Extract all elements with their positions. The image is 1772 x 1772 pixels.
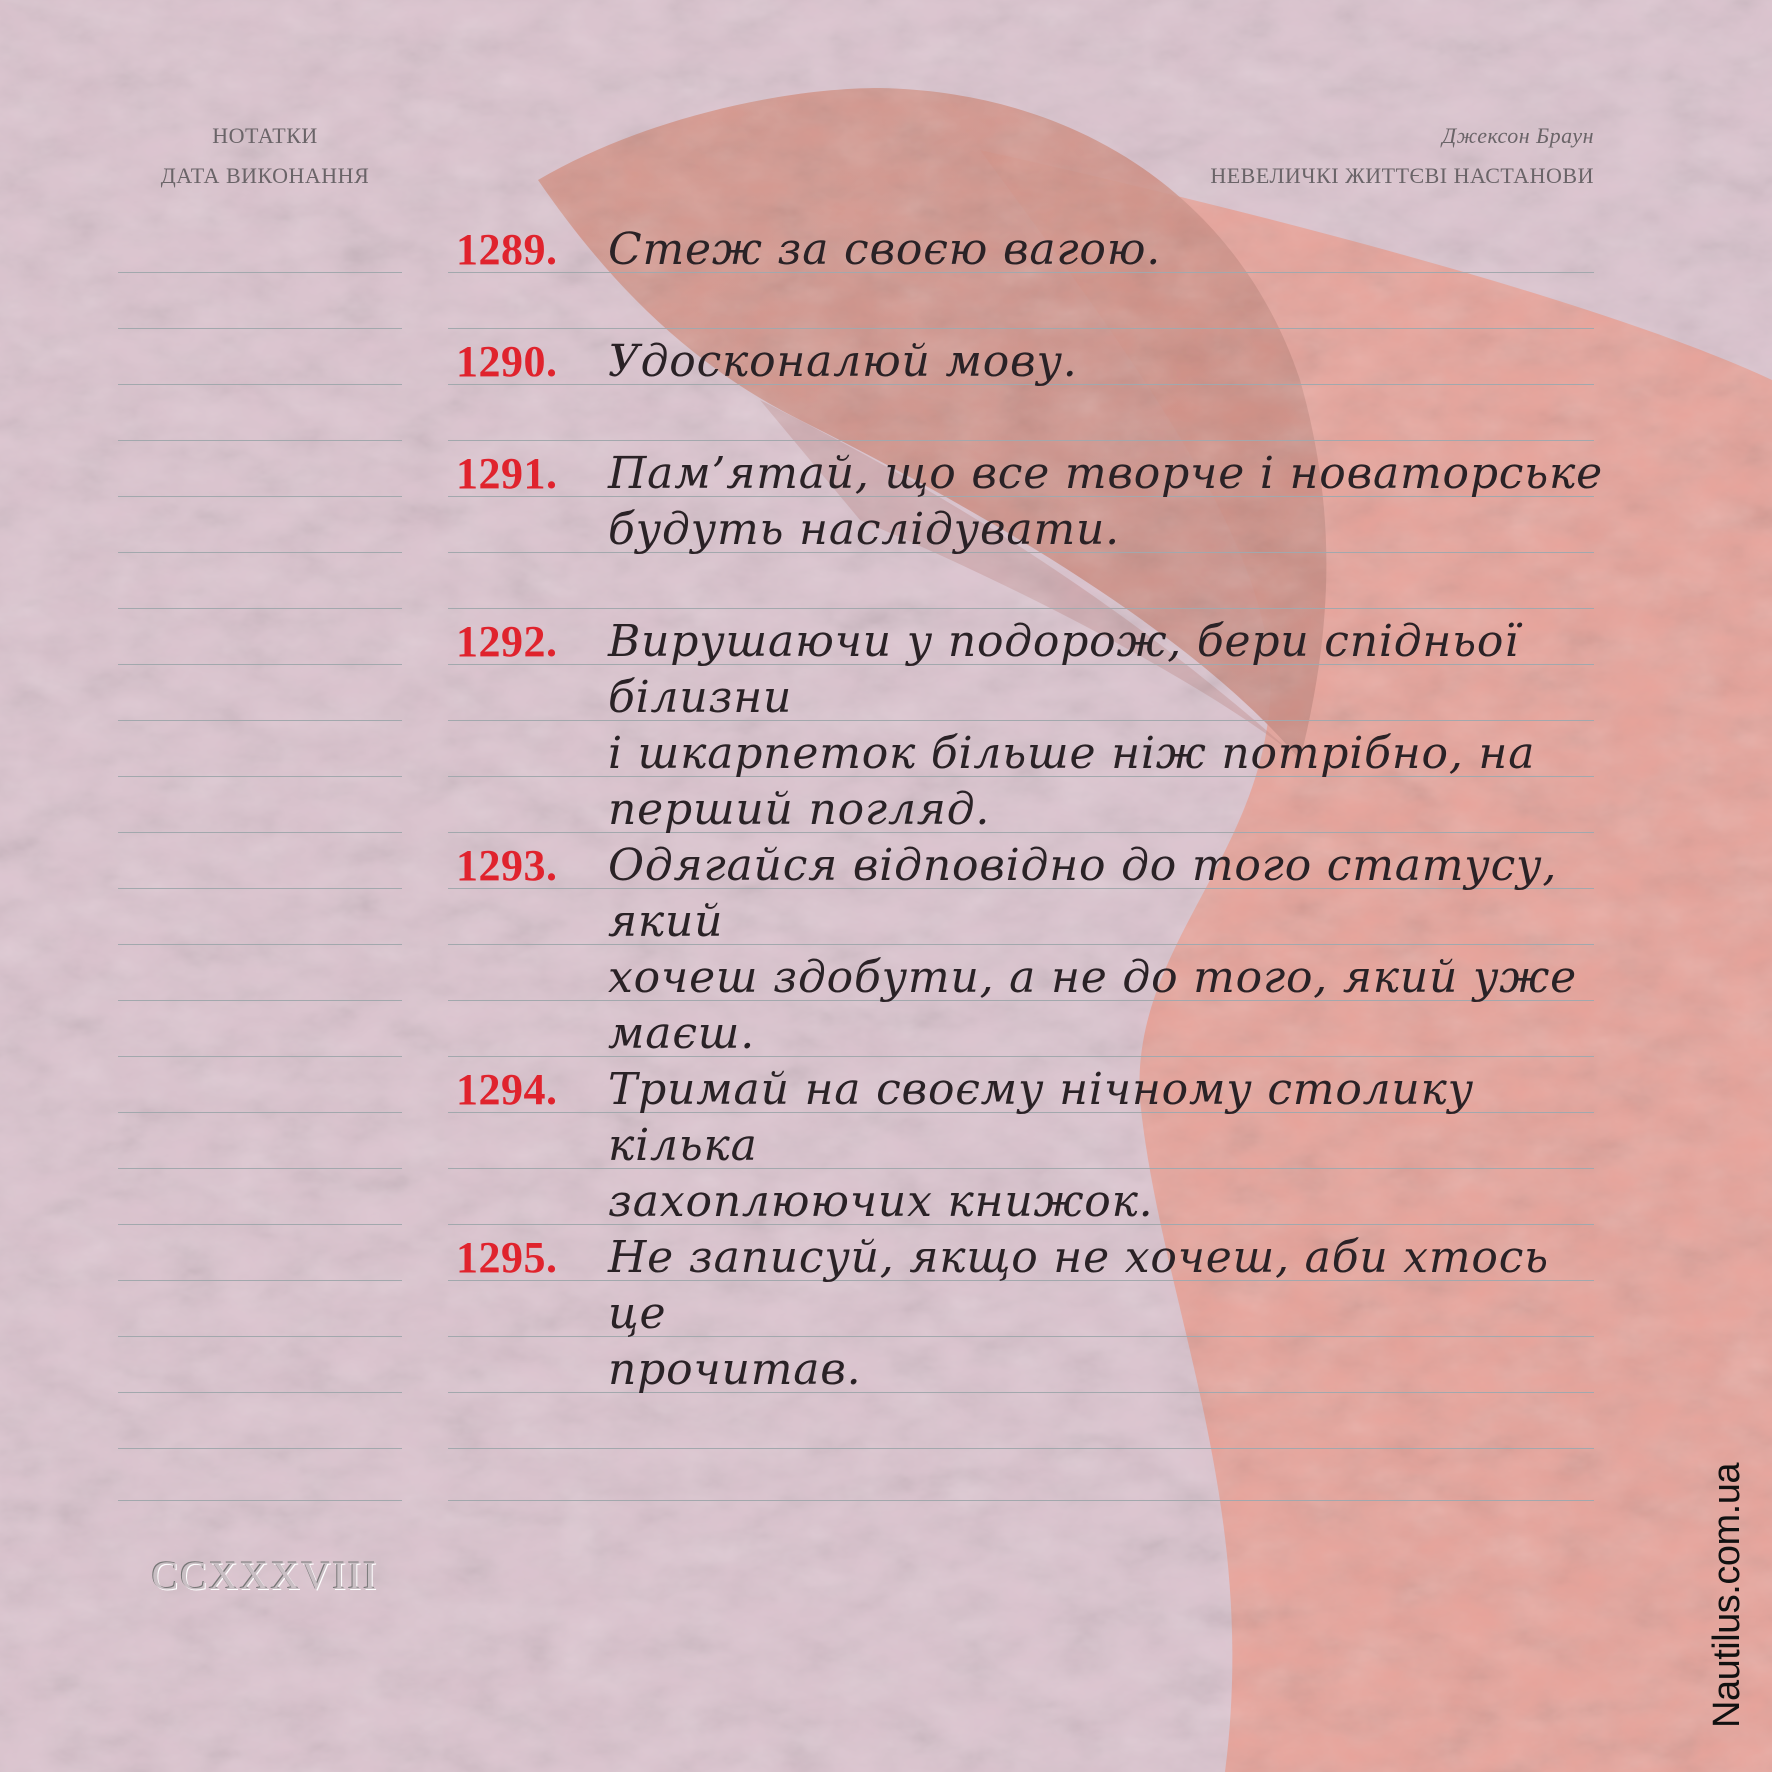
entry-text [608,446,1608,558]
entry-number: 1292. [456,617,558,666]
notes-label: НОТАТКИ [212,123,318,148]
entry-text [608,838,1608,1062]
entry-number: 1291. [456,449,558,498]
notes-header [120,116,410,196]
text-rule [448,328,1594,329]
author-name: Джексон Браун [1442,123,1594,148]
page-number: CCXXXVIII [151,1553,379,1598]
text-rule [448,1500,1594,1501]
notes-rule [118,1112,402,1113]
notes-rule [118,440,402,441]
text-rule [448,608,1594,609]
entry-text [608,614,1608,838]
notes-rule [118,720,402,721]
notes-rule [118,1500,402,1501]
entry-line: Пам’ятай, що все творче і новаторське [608,448,1603,499]
entry-line: Стеж за своєю вагою. [608,224,1162,275]
notes-rule [118,888,402,889]
notes-rule [118,1280,402,1281]
entry-line: перший погляд. [608,784,991,835]
entry-line: прочитав. [608,1344,862,1395]
entry-number: 1293. [456,841,558,890]
book-title: НЕВЕЛИЧКІ ЖИТТЄВІ НАСТАНОВИ [1210,163,1594,188]
notes-rule [118,1224,402,1225]
notes-rule [118,1056,402,1057]
notes-rule [118,664,402,665]
entry-line: захоплюючих книжок. [608,1176,1154,1227]
notes-rule [118,328,402,329]
notes-rule [118,832,402,833]
notes-rule [118,1392,402,1393]
entry-line: будуть наслідувати. [608,504,1120,555]
entry-line: Тримай на своєму нічному столику кілька [608,1064,1474,1171]
entry-line: Одягайся відповідно до того статусу, який [608,840,1558,947]
entry-text [608,222,1608,278]
notes-rule [118,1448,402,1449]
entry-line: Удосконалюй мову. [608,336,1078,387]
entry-text [608,1062,1608,1230]
notes-rule [118,384,402,385]
entry-line: і шкарпеток більше ніж потрібно, на [608,728,1536,779]
entry-number: 1290. [456,337,558,386]
book-header [894,116,1594,196]
date-done-label: ДАТА ВИКОНАННЯ [160,163,370,188]
entry-text [608,1230,1608,1398]
notes-rule [118,944,402,945]
notes-rule [118,608,402,609]
notes-rule [118,776,402,777]
notes-rule [118,1168,402,1169]
entry-number: 1294. [456,1065,558,1114]
notes-rule [118,552,402,553]
website-label: Nautilus.com.ua [1706,1463,1748,1728]
entry-line: маєш. [608,1008,756,1059]
entry-text [608,334,1608,390]
notes-rule [118,272,402,273]
notes-rule [118,1336,402,1337]
entry-line: Не записуй, якщо не хочеш, аби хтось це [608,1232,1549,1339]
entry-number: 1289. [456,225,558,274]
notes-rule [118,1000,402,1001]
text-rule [448,1448,1594,1449]
entry-line: хочеш здобути, а не до того, який уже [608,952,1577,1003]
entry-number: 1295. [456,1233,558,1282]
text-rule [448,440,1594,441]
entry-line: Вирушаючи у подорож, бери спідньої білизни [608,616,1520,723]
notes-rule [118,496,402,497]
